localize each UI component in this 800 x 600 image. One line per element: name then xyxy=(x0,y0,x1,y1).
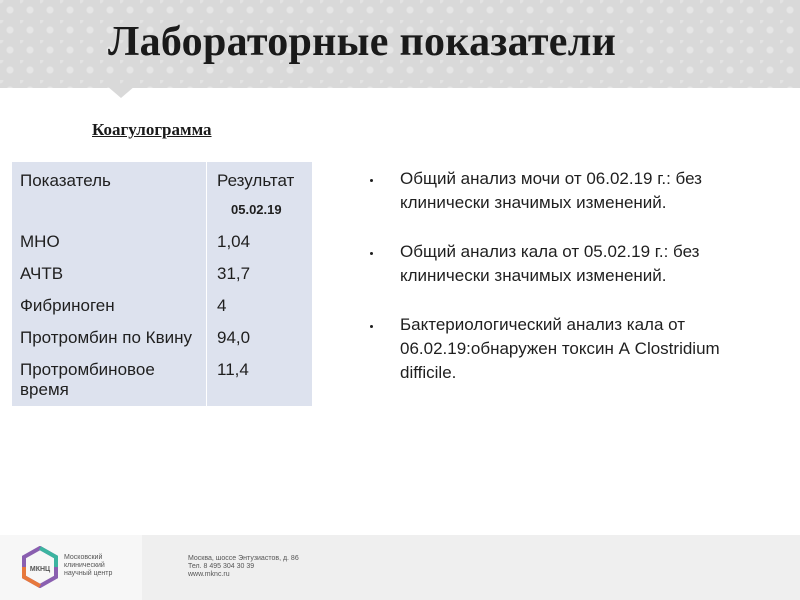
row-value: 94,0 xyxy=(217,328,251,347)
row-name: Фибриноген xyxy=(12,290,207,322)
header-result-label: Результат xyxy=(217,171,295,190)
footer-address: Москва, шоссе Энтузиастов, д. 86 xyxy=(188,555,299,562)
list-item xyxy=(370,313,750,385)
table-row xyxy=(12,258,312,290)
bullet-icon xyxy=(370,252,373,255)
org-line: клинический xyxy=(64,562,105,569)
table-header-row xyxy=(12,162,312,226)
org-name xyxy=(64,554,134,578)
footer-contact xyxy=(188,555,299,579)
row-name: МНО xyxy=(12,226,207,258)
org-line: Московский xyxy=(64,554,103,561)
table-row xyxy=(12,290,312,322)
row-value: 31,7 xyxy=(217,264,251,283)
footer-phone: Тел. 8 495 304 30 39 xyxy=(188,563,255,570)
findings-list xyxy=(370,167,750,410)
header-indicator xyxy=(12,162,207,226)
table-row xyxy=(12,322,312,354)
org-line: научный центр xyxy=(64,570,113,577)
table-row xyxy=(12,226,312,258)
list-item xyxy=(370,167,750,215)
logo-abbr: МКНЦ xyxy=(29,566,51,573)
hexagon-logo-icon xyxy=(22,546,58,588)
row-value: 1,04 xyxy=(217,232,251,251)
list-item-text: Бактериологический анализ кала от 06.02.19:обнаружен токсин А Clostridium difficile. xyxy=(400,315,720,382)
list-item-text: Общий анализ кала от 05.02.19 г.: без клинически значимых изменений. xyxy=(400,242,700,285)
page-title: Лабораторные показатели xyxy=(108,19,617,65)
header-indicator-label: Показатель xyxy=(20,171,111,190)
bullet-icon xyxy=(370,179,373,182)
footer-logo-block xyxy=(0,535,142,600)
table-row xyxy=(12,354,312,406)
coagulogram-table xyxy=(12,162,312,406)
header-notch xyxy=(107,86,135,98)
bullet-icon xyxy=(370,325,373,328)
row-name: АЧТВ xyxy=(12,258,207,290)
footer xyxy=(0,535,800,600)
list-item-text: Общий анализ мочи от 06.02.19 г.: без клинически значимых изменений. xyxy=(400,169,702,212)
row-value: 4 xyxy=(217,296,227,315)
list-item xyxy=(370,240,750,288)
header-date: 05.02.19 xyxy=(231,202,282,217)
footer-website[interactable]: www.mknc.ru xyxy=(188,571,230,578)
row-value: 11,4 xyxy=(217,360,249,379)
header-result xyxy=(207,162,313,226)
row-name: Протромбиновое время xyxy=(12,354,207,406)
section-title: Коагулограмма xyxy=(92,120,212,139)
row-name: Протромбин по Квину xyxy=(12,322,207,354)
